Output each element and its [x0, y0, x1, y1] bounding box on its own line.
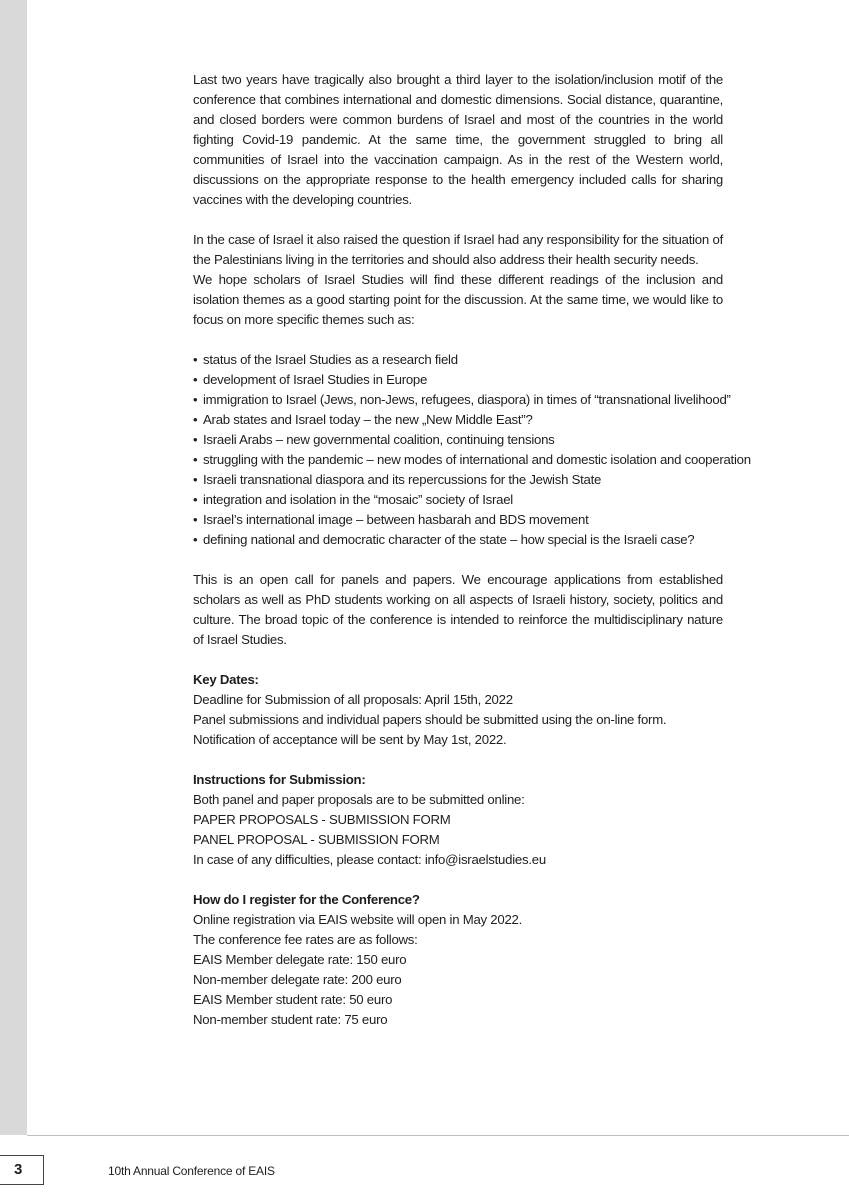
fee-rate-line: EAIS Member delegate rate: 150 euro	[193, 952, 407, 967]
instruction-line: Both panel and paper proposals are to be submitted online:	[193, 792, 525, 807]
key-date-line: Panel submissions and individual papers should be submitted using the on-line form.	[193, 712, 667, 727]
footer-title: 10th Annual Conference of EAIS	[108, 1164, 275, 1178]
registration-line: The conference fee rates are as follows:	[193, 932, 418, 947]
list-item: • defining national and democratic character of the state – how special is the Israeli case?	[193, 530, 723, 550]
fee-rate-line: Non-member student rate: 75 euro	[193, 1012, 388, 1027]
list-item: • integration and isolation in the “mosaic” society of Israel	[193, 490, 723, 510]
list-item: • development of Israel Studies in Europe	[193, 370, 723, 390]
key-date-line: Deadline for Submission of all proposals: April 15th, 2022	[193, 692, 513, 707]
page-content	[193, 70, 751, 1030]
panel-proposal-form-link[interactable]: PANEL PROPOSAL - SUBMISSION FORM	[193, 832, 440, 847]
fee-rate-line: EAIS Member student rate: 50 euro	[193, 992, 393, 1007]
instructions-heading: Instructions for Submission:	[193, 772, 366, 787]
key-dates-section	[193, 670, 723, 750]
key-date-line: Notification of acceptance will be sent by May 1st, 2022.	[193, 732, 507, 747]
key-dates-heading: Key Dates:	[193, 672, 259, 687]
list-item: • Israeli Arabs – new governmental coalition, continuing tensions	[193, 430, 723, 450]
footer-divider	[27, 1135, 849, 1136]
left-margin-bar	[0, 0, 27, 1135]
list-item: • status of the Israel Studies as a research field	[193, 350, 723, 370]
list-item: • Israeli transnational diaspora and its repercussions for the Jewish State	[193, 470, 723, 490]
list-item: • immigration to Israel (Jews, non-Jews, refugees, diaspora) in times of “transnational livelihood”	[193, 390, 723, 410]
list-item: • Arab states and Israel today – the new „New Middle East”?	[193, 410, 723, 430]
israel-paragraph: In the case of Israel it also raised the question if Israel had any responsibility for the situation of the Palestinians living in the territories and should also address their health security needs.	[193, 232, 723, 267]
themes-paragraph: We hope scholars of Israel Studies will find these different readings of the inclusion and isolation themes as a good starting point for the discussion. At the same time, we would like to focus on more specific themes such as:	[193, 272, 723, 327]
registration-heading: How do I register for the Conference?	[193, 892, 420, 907]
open-call-paragraph: This is an open call for panels and papers. We encourage applications from established scholars as well as PhD students working on all aspects of Israeli history, society, politics and culture. The broad topic of the conference is intended to reinforce the multidisciplinary nature of Israel Studies.	[193, 572, 723, 647]
fee-rate-line: Non-member delegate rate: 200 euro	[193, 972, 402, 987]
registration-section	[193, 890, 723, 1030]
themes-list	[193, 350, 751, 550]
contact-email-line[interactable]: In case of any difficulties, please contact: info@israelstudies.eu	[193, 852, 546, 867]
registration-line: Online registration via EAIS website will open in May 2022.	[193, 912, 523, 927]
intro-paragraph: Last two years have tragically also brought a third layer to the isolation/inclusion motif of the conference that combines international and domestic dimensions. Social distance, quarantine, and closed borders were common burdens of Israel and most of the countries in the world fighting Covid-19 pandemic. At the same time, the government struggled to bring all communities of Israel into the vaccination campaign. As in the rest of the Western world, discussions on the appropriate response to the health emergency included calls for sharing vaccines with the developing countries.	[193, 72, 723, 207]
instructions-section	[193, 770, 723, 870]
list-item: • Israel’s international image – between hasbarah and BDS movement	[193, 510, 723, 530]
paper-proposals-form-link[interactable]: PAPER PROPOSALS - SUBMISSION FORM	[193, 812, 451, 827]
list-item: • struggling with the pandemic – new modes of international and domestic isolation and cooperation	[193, 450, 723, 470]
page-number: 3	[0, 1155, 44, 1185]
